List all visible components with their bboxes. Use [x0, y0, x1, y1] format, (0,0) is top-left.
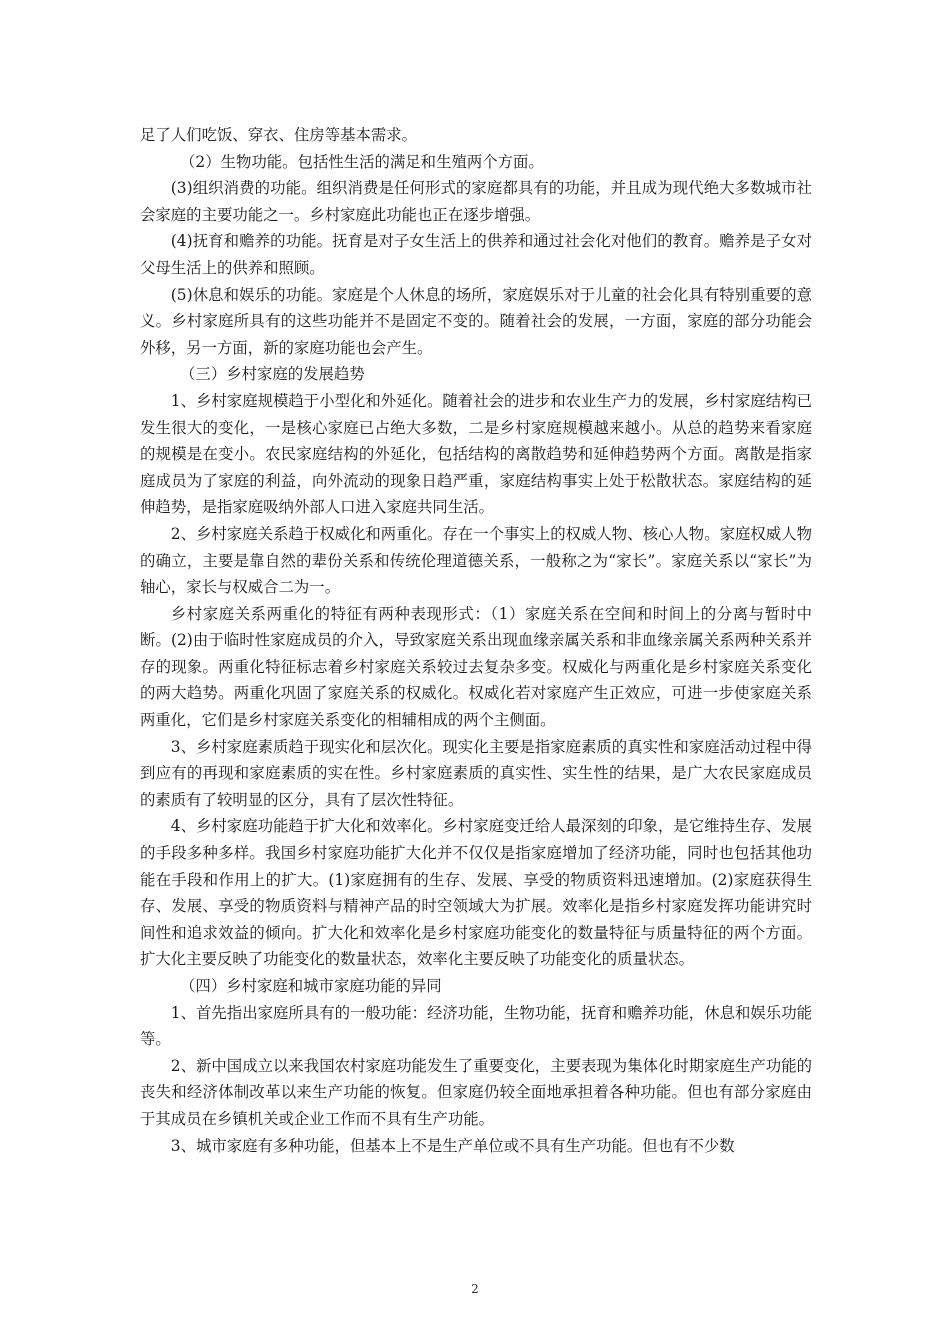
paragraph-consumption-function: (3)组织消费的功能。组织消费是任何形式的家庭都具有的功能，并且成为现代绝大多数城市社会家庭的主要功能之一。乡村家庭此功能也正在逐步增强。 — [140, 179, 812, 224]
paragraph-comparison-2: 2、新中国成立以来我国农村家庭功能发生了重要变化，主要表现为集体化时期家庭生产功能的丧失和经济体制改革以来生产功能的恢复。但家庭仍较全面地承担着各种功能。但也有部分家庭由于其成员在乡镇机关或企业工作而不具有生产功能。 — [140, 1056, 812, 1128]
paragraph-comparison-3: 3、城市家庭有多种功能，但基本上不是生产单位或不具有生产功能。但也有不少数 — [170, 1136, 735, 1155]
paragraph-trend-1: 1、乡村家庭规模趋于小型化和外延化。随着社会的进步和农业生产力的发展，乡村家庭结构已发生很大的变化，一是核心家庭已占绝大多数，二是乡村家庭规模越来越小。从总的趋势来看家庭的规模是在变小。农民家庭结构的外延化，包括结构的离散趋势和延伸趋势两个方面。离散是指家庭成员为了家庭的利益，向外流动的现象日趋严重，家庭结构事实上处于松散状态。家庭结构的延伸趋势，是指家庭吸纳外部人口进入家庭共同生活。 — [140, 391, 812, 517]
paragraph-trend-2-detail: 乡村家庭关系两重化的特征有两种表现形式：（1）家庭关系在空间和时间上的分离与暂时中断。(2)由于临时性家庭成员的介入，导致家庭关系出现血缘亲属关系和非血缘亲属关系两种关系并存的现象。两重化特征标志着乡村家庭关系较过去复杂多变。权威化与两重化是乡村家庭关系变化的两大趋势。两重化巩固了家庭关系的权威化。权威化若对家庭产生正效应，可进一步使家庭关系两重化，它们是乡村家庭关系变化的相辅相成的两个主侧面。 — [140, 604, 812, 730]
paragraph-biological-function: （2）生物功能。包括性生活的满足和生殖两个方面。 — [180, 152, 544, 171]
page-number: 2 — [471, 1282, 479, 1296]
paragraph-leisure-function: (5)休息和娱乐的功能。家庭是个人休息的场所，家庭娱乐对于儿童的社会化具有特别重要的意义。乡村家庭所具有的这些功能并不是固定不变的。随着社会的发展，一方面，家庭的部分功能会外移，另一方面，新的家庭功能也会产生。 — [140, 285, 812, 357]
paragraph-trend-2: 2、乡村家庭关系趋于权威化和两重化。存在一个事实上的权威人物、核心人物。家庭权威人物的确立，主要是靠自然的辈份关系和传统伦理道德关系，一般称之为“家长”。家庭关系以“家长”为轴心，家长与权威合二为一。 — [140, 524, 812, 597]
document-body — [140, 122, 812, 1159]
section-heading-trends: （三）乡村家庭的发展趋势 — [180, 365, 365, 384]
section-heading-comparison: （四）乡村家庭和城市家庭功能的异同 — [180, 977, 442, 995]
paragraph-trend-4: 4、乡村家庭功能趋于扩大化和效率化。乡村家庭变迁给人最深刻的印象，是它维持生存、发展的手段多种多样。我国乡村家庭功能扩大化并不仅仅是指家庭增加了经济功能，同时也包括其他功能在手段和作用上的扩大。(1)家庭拥有的生存、发展、享受的物质资料迅速增加。(2)家庭获得生存、发展、享受的物质资料与精神产品的时空领域大为扩展。效率化是指乡村家庭发挥功能讲究时间性和追求效益的倾向。扩大化和效率化是乡村家庭功能变化的数量特征与质量特征的两个方面。扩大化主要反映了功能变化的数量状态，效率化主要反映了功能变化的质量状态。 — [140, 817, 812, 969]
paragraph-upbringing-function: (4)抚育和赡养的功能。抚育是对子女生活上的供养和通过社会化对他们的教育。赡养是子女对父母生活上的供养和照顾。 — [140, 232, 812, 277]
paragraph-trend-3: 3、乡村家庭素质趋于现实化和层次化。现实化主要是指家庭素质的真实性和家庭活动过程中得到应有的再现和家庭素质的实在性。乡村家庭素质的真实性、实生性的结果，是广大农民家庭成员的素质有了较明显的区分，具有了层次性特征。 — [140, 737, 812, 809]
paragraph-continuation: 足了人们吃饭、穿衣、住房等基本需求。 — [140, 126, 418, 144]
paragraph-comparison-1: 1、首先指出家庭所具有的一般功能：经济功能，生物功能，抚育和赡养功能，休息和娱乐功能等。 — [140, 1003, 812, 1049]
